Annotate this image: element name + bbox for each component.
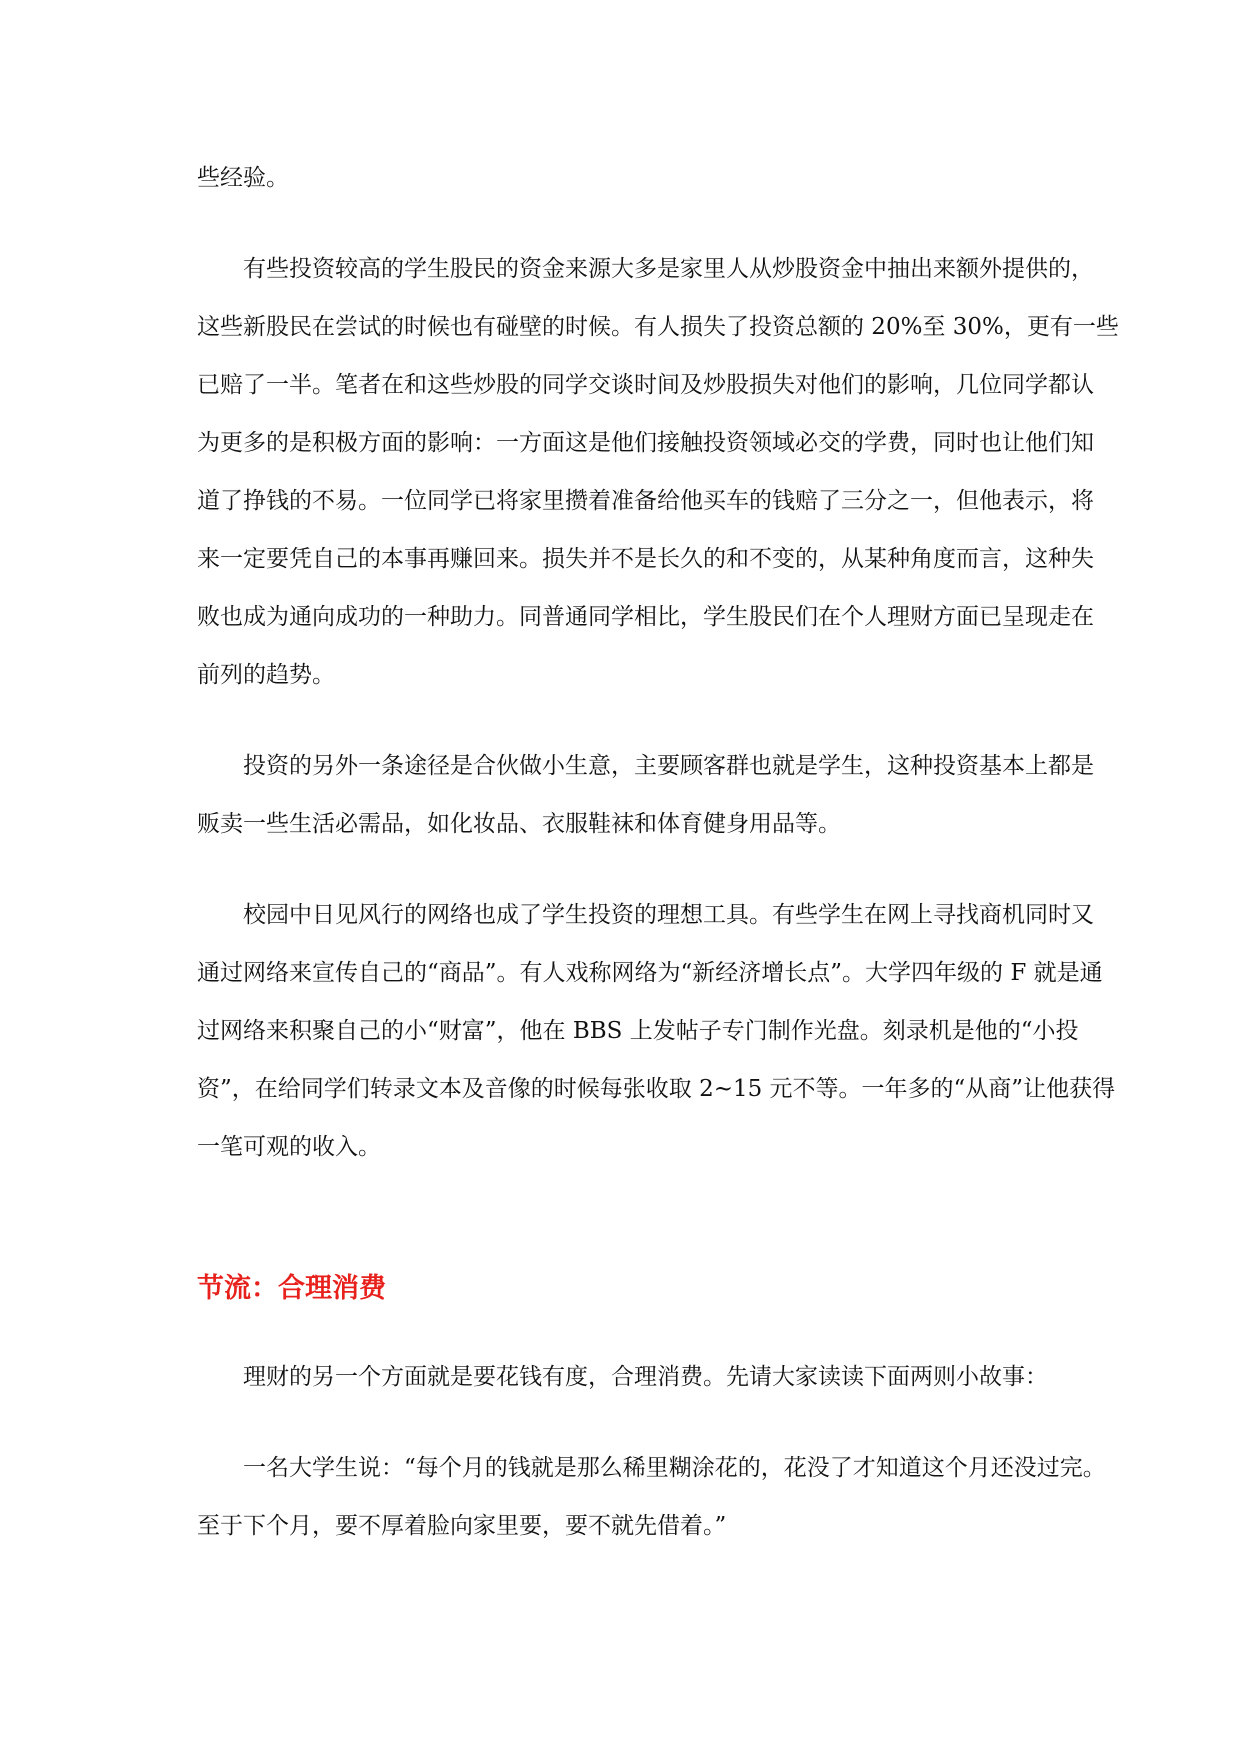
paragraph-line: 有些投资较高的学生股民的资金来源大多是家里人从炒股资金中抽出来额外提供的， <box>243 256 1094 282</box>
paragraph-line: 已赔了一半。笔者在和这些炒股的同学交谈时间及炒股损失对他们的影响，几位同学都认 <box>197 372 1094 398</box>
paragraph-line: 至于下个月，要不厚着脸向家里要，要不就先借着。” <box>197 1513 727 1539</box>
paragraph-line: 为更多的是积极方面的影响：一方面这是他们接触投资领域必交的学费，同时也让他们知 <box>197 430 1094 456</box>
paragraph-line: 过网络来积聚自己的小“财富”，他在 BBS 上发帖子专门制作光盘。刻录机是他的“小投 <box>197 1018 1079 1044</box>
paragraph-line: 校园中日见风行的网络也成了学生投资的理想工具。有些学生在网上寻找商机同时又 <box>243 902 1094 928</box>
paragraph-line: 通过网络来宣传自己的“商品”。有人戏称网络为“新经济增长点”。大学四年级的 F 就是通 <box>197 960 1103 986</box>
paragraph-line: 些经验。 <box>197 165 289 191</box>
section-heading: 节流：合理消费 <box>197 1273 386 1304</box>
paragraph-line: 败也成为通向成功的一种助力。同普通同学相比，学生股民们在个人理财方面已呈现走在 <box>197 604 1094 630</box>
paragraph-line: 贩卖一些生活必需品，如化妆品、衣服鞋袜和体育健身用品等。 <box>197 811 841 837</box>
paragraph-line: 一名大学生说：“每个月的钱就是那么稀里糊涂花的，花没了才知道这个月还没过完。 <box>243 1455 1106 1481</box>
paragraph-line: 这些新股民在尝试的时候也有碰壁的时候。有人损失了投资总额的 20%至 30%，更有一些 <box>197 314 1119 340</box>
paragraph-line: 投资的另外一条途径是合伙做小生意，主要顾客群也就是学生，这种投资基本上都是 <box>243 753 1094 779</box>
paragraph-line: 资”，在给同学们转录文本及音像的时候每张收取 2~15 元不等。一年多的“从商”让他获得 <box>197 1076 1116 1102</box>
paragraph-line: 一笔可观的收入。 <box>197 1134 381 1160</box>
paragraph-line: 理财的另一个方面就是要花钱有度，合理消费。先请大家读读下面两则小故事： <box>243 1364 1048 1390</box>
paragraph-line: 前列的趋势。 <box>197 662 335 688</box>
paragraph-line: 道了挣钱的不易。一位同学已将家里攒着准备给他买车的钱赔了三分之一，但他表示，将 <box>197 488 1094 514</box>
paragraph-line: 来一定要凭自己的本事再赚回来。损失并不是长久的和不变的，从某种角度而言，这种失 <box>197 546 1094 572</box>
